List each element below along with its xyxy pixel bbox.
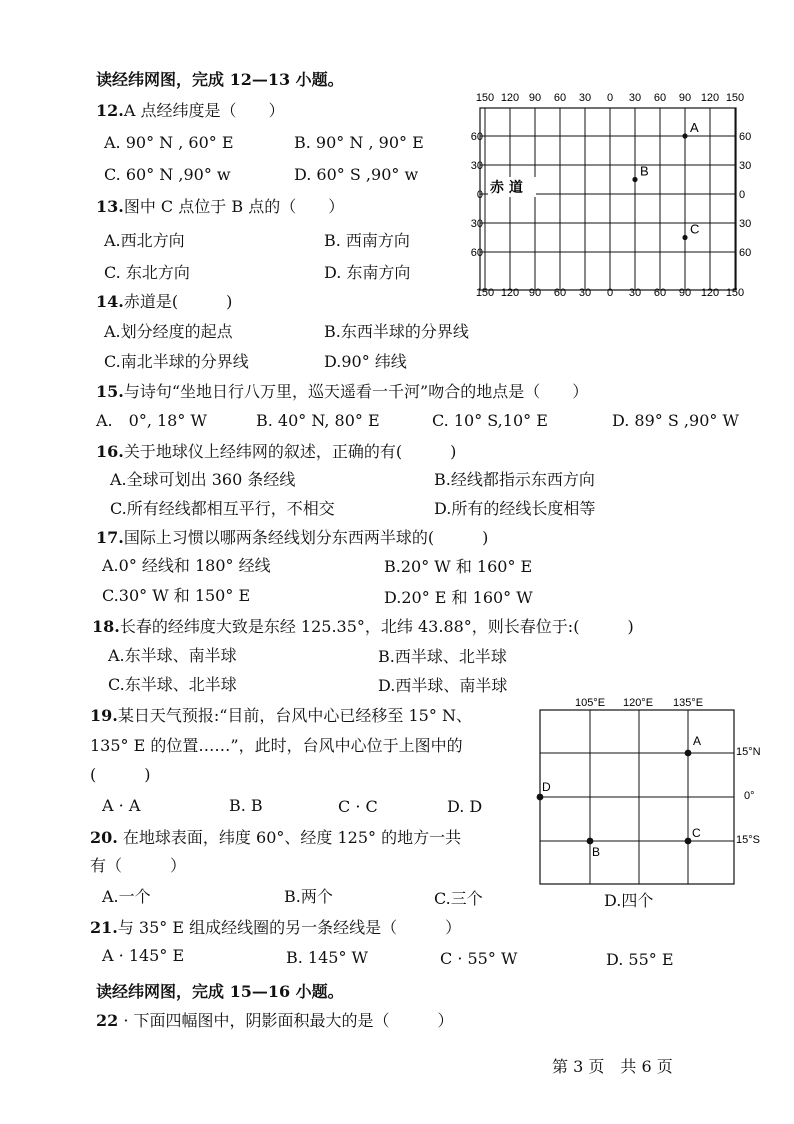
lon-label: 150 — [725, 287, 745, 299]
lon-label: 30 — [578, 92, 592, 104]
option-b: B. 40° N, 80° E — [256, 411, 380, 430]
option-b: B.两个 — [284, 887, 333, 906]
question-number: 19. — [90, 706, 118, 725]
question-20 — [90, 828, 461, 848]
option-d: D.所有的经线长度相等 — [434, 499, 596, 518]
question-stem: · 下面四幅图中，阴影面积最大的是（ ） — [118, 1011, 454, 1030]
lon-label: 0 — [606, 287, 614, 299]
lon-label: 60 — [553, 287, 567, 299]
option-c: C. 60° N ,90° w — [104, 165, 231, 184]
question-19-line3: ( ) — [90, 765, 151, 784]
point-c-marker — [682, 235, 687, 240]
point-b-marker — [632, 177, 637, 182]
lon-label: 30 — [628, 92, 642, 104]
question-number: 16. — [96, 442, 124, 461]
lat-label: 0 — [739, 189, 746, 201]
option-a: A.东半球、南半球 — [108, 646, 237, 665]
option-a: A · A — [102, 796, 141, 815]
question-13 — [96, 197, 344, 217]
lon-label: 30 — [578, 287, 592, 299]
question-stem: 长春的经纬度大致是东经 125.35°，北纬 43.88°，则长春位于:( ) — [119, 617, 634, 636]
option-d: D. 60° S ,90° w — [294, 165, 419, 184]
lon-label: 135°E — [672, 697, 704, 709]
lon-label: 90 — [678, 92, 692, 104]
lat-label: 30 — [470, 218, 483, 230]
lon-label: 60 — [653, 92, 667, 104]
lat-label: 30 — [470, 160, 483, 172]
option-a: A. 0°, 18° W — [96, 411, 207, 430]
question-18 — [92, 617, 634, 637]
question-number: 20. — [90, 828, 118, 847]
lon-label: 120°E — [622, 697, 654, 709]
option-b: B. 西南方向 — [324, 231, 410, 250]
point-d-marker — [537, 794, 544, 801]
option-a: A.0° 经线和 180° 经线 — [102, 556, 271, 575]
question-number: 18. — [92, 617, 120, 636]
question-number: 14. — [96, 292, 124, 311]
option-b: B. B — [229, 796, 263, 815]
option-d: D.西半球、南半球 — [378, 676, 508, 695]
option-c: C.三个 — [434, 889, 483, 908]
lon-label: 60 — [653, 287, 667, 299]
point-a-label: A — [693, 734, 702, 748]
lat-label: 60 — [470, 247, 483, 259]
point-b-marker — [587, 838, 594, 845]
lat-label: 15°S — [736, 834, 760, 846]
option-d: D. D — [447, 797, 483, 816]
option-d: D. 东南方向 — [324, 263, 411, 282]
option-a: A. 90° N , 60° E — [104, 133, 234, 152]
lat-label: 15°N — [736, 746, 761, 758]
option-d: D. 55° E — [606, 950, 674, 969]
lat-label: 30 — [739, 218, 752, 230]
point-a-marker — [685, 750, 692, 757]
option-b: B.经线都指示东西方向 — [434, 470, 595, 489]
option-a: A.全球可划出 360 条经线 — [110, 470, 296, 489]
question-stem: 关于地球仪上经纬网的叙述，正确的有( ) — [123, 442, 457, 461]
longitude-labels-bottom — [476, 287, 744, 299]
question-12 — [96, 101, 285, 121]
question-stem: 某日天气预报:“目前，台风中心已经移至 15° N、 — [117, 706, 472, 725]
question-20-line2: 有（ ） — [90, 856, 187, 875]
question-number: 21. — [90, 918, 118, 937]
section-intro-12-13: 读经纬网图，完成 12—13 小题。 — [96, 70, 344, 89]
latitude-labels-right — [739, 131, 751, 259]
lat-label: 30 — [739, 160, 752, 172]
option-c: C · C — [338, 797, 378, 816]
lon-label: 120 — [700, 92, 720, 104]
question-number: 13. — [96, 197, 124, 216]
question-stem: 与 35° E 组成经线圈的另一条经线是（ ） — [117, 918, 462, 937]
grid-lines — [540, 710, 734, 884]
equator-label: 赤 道 — [490, 180, 523, 196]
option-a: A.西北方向 — [104, 231, 185, 250]
question-number: 22 — [96, 1011, 119, 1030]
question-19-line2: 135° E 的位置……”，此时，台风中心位于上图中的 — [90, 736, 463, 755]
map-points — [632, 120, 699, 240]
lon-label: 120 — [700, 287, 720, 299]
grid-lines — [480, 108, 736, 290]
lat-label: 0 — [476, 189, 483, 201]
option-d: D.四个 — [604, 891, 654, 910]
question-stem: 与诗句“坐地日行八万里，巡天遥看一千河”吻合的地点是（ ） — [123, 382, 589, 401]
lat-label: 0° — [744, 790, 755, 802]
option-b: B.20° W 和 160° E — [384, 557, 533, 576]
lat-label: 60 — [739, 247, 752, 259]
section-intro-15-16: 读经纬网图，完成 15—16 小题。 — [96, 982, 344, 1001]
lon-label: 0 — [606, 92, 614, 104]
map-grid-2 — [536, 690, 776, 890]
point-a-label: A — [690, 120, 699, 135]
question-stem: 赤道是( ) — [123, 292, 233, 311]
lon-label: 30 — [628, 287, 642, 299]
point-d-label: D — [542, 780, 551, 794]
lon-label: 120 — [500, 92, 520, 104]
option-c: C.东半球、北半球 — [108, 675, 237, 694]
option-a: A · 145° E — [102, 946, 185, 965]
page-footer: 第 3 页 共 6 页 — [552, 1057, 673, 1076]
question-21 — [90, 918, 461, 938]
point-b-label: B — [592, 845, 601, 859]
question-14 — [96, 292, 232, 312]
option-a: A.一个 — [102, 887, 151, 906]
option-c: C · 55° W — [440, 949, 518, 968]
question-15 — [96, 382, 588, 402]
question-stem: 在地球表面，纬度 60°、经度 125° 的地方一共 — [117, 828, 462, 847]
lon-label: 105°E — [574, 697, 606, 709]
lon-label: 150 — [475, 287, 495, 299]
point-c-marker — [685, 838, 692, 845]
point-c-label: C — [692, 826, 701, 840]
grid-frame — [480, 108, 736, 290]
lon-label: 150 — [475, 92, 495, 104]
option-b: B. 145° W — [286, 948, 368, 967]
question-stem: A 点经纬度是（ ） — [123, 101, 285, 120]
question-stem: 国际上习惯以哪两条经线划分东西两半球的( ) — [123, 528, 489, 547]
question-17 — [96, 528, 488, 548]
longitude-labels — [575, 697, 703, 709]
longitude-labels-top — [476, 92, 744, 104]
map-grid-1 — [466, 86, 750, 302]
question-number: 12. — [96, 101, 124, 120]
option-d: D. 89° S ,90° W — [612, 411, 739, 430]
option-c: C.南北半球的分界线 — [104, 352, 249, 371]
latitude-labels-left — [471, 131, 483, 259]
option-c: C.所有经线都相互平行，不相交 — [110, 499, 335, 518]
question-22 — [96, 1011, 454, 1031]
option-b: B.东西半球的分界线 — [324, 322, 469, 341]
option-a: A.划分经度的起点 — [104, 322, 233, 341]
option-b: B. 90° N , 90° E — [294, 133, 424, 152]
question-number: 15. — [96, 382, 124, 401]
option-c: C. 东北方向 — [104, 263, 190, 282]
lon-label: 120 — [500, 287, 520, 299]
option-d: D.90° 纬线 — [324, 352, 407, 371]
lat-label: 60 — [739, 131, 752, 143]
point-b-label: B — [640, 163, 649, 179]
option-c: C. 10° S,10° E — [432, 411, 548, 430]
lon-label: 90 — [528, 92, 542, 104]
point-c-label: C — [690, 221, 700, 237]
option-b: B.西半球、北半球 — [378, 647, 507, 666]
lon-label: 90 — [528, 287, 542, 299]
latitude-labels — [736, 746, 761, 846]
option-d: D.20° E 和 160° W — [384, 588, 533, 607]
option-c: C.30° W 和 150° E — [102, 586, 251, 605]
lat-label: 60 — [470, 131, 483, 143]
question-stem: 图中 C 点位于 B 点的（ ） — [123, 197, 345, 216]
lon-label: 150 — [725, 92, 745, 104]
lon-label: 90 — [678, 287, 692, 299]
point-a-marker — [682, 133, 687, 138]
question-number: 17. — [96, 528, 124, 547]
lon-label: 60 — [553, 92, 567, 104]
question-16 — [96, 442, 456, 462]
question-19 — [90, 706, 472, 726]
